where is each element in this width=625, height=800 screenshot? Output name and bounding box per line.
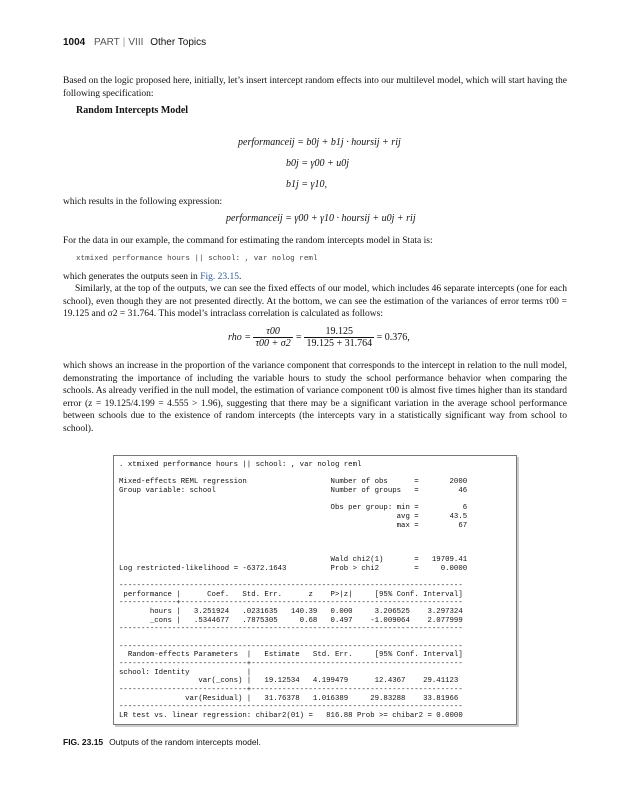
equation-slope: b1j = γ10, — [286, 179, 327, 190]
output-line: _cons | .5344677 .7875305 0.68 0.497 -1.009064 2.077999 — [119, 616, 463, 625]
output-line: max = 67 — [119, 521, 468, 530]
output-line: ------------------------------------------------------------------------------ — [119, 642, 463, 651]
stata-intro: For the data in our example, the command for estimating the random intercepts model in Stata is: — [63, 236, 433, 246]
equation-combined: performanceij = γ00 + γ10 · hoursij + u0j + rij — [226, 213, 416, 224]
output-line: ------------------------------------------------------------------------------ — [119, 582, 463, 591]
equation-rho: rho = $\frac{\tau 00}{\tau 00 + \sigma 2}$ = $\frac{19.125}{19.125 + 31.764}$ = 0.376, — [228, 326, 410, 349]
output-line: -------------+---------------------------------------------------------------- — [119, 599, 463, 608]
stata-command: xtmixed performance hours || school: , var nolog reml — [76, 255, 318, 263]
output-line: Group variable: school Number of groups = 46 — [119, 486, 468, 495]
caption-text: Outputs of the random intercepts model. — [109, 737, 261, 747]
paragraph-interpretation: which shows an increase in the proportion of the variance component that corresponds to the intercept in relation to the null model, demonstrating the importance of including the variable hours to study the school performance behavior when comparing the schools. As already verified in the null model, the estimation of variance component τ00 is almost five times higher than its standard error (z = 19.125/4.199 = 4.555 > 1.96), suggesting that there may be a significant variation in the average school performance between schools due to the existence of random intercepts (the intercepts vary in a statistically significant way from school to school). — [63, 361, 567, 434]
rho-fraction-2: $\frac{19.125}{19.125 + 31.764}$ — [306, 326, 373, 349]
output-line: Mixed-effects REML regression Number of obs = 2000 — [119, 478, 468, 487]
equation-level1: performanceij = b0j + b1j · hoursij + rij — [238, 137, 401, 148]
output-line: -----------------------------+------------------------------------------------ — [119, 659, 463, 668]
output-line: Obs per group: min = 6 — [119, 504, 468, 513]
results-text: which results in the following expression: — [63, 197, 223, 207]
output-line: Wald chi2(1) = 19709.41 — [119, 556, 468, 565]
stata-output-box — [113, 455, 517, 725]
output-line: var(Residual) | 31.76378 1.016389 29.83288 33.81966 — [119, 694, 459, 703]
output-line: var(_cons) | 19.12534 4.199479 12.4367 29.41123 — [119, 677, 459, 686]
output-line: ------------------------------------------------------------------------------ — [119, 703, 463, 712]
figure-caption — [63, 737, 261, 747]
output-line: hours | 3.251924 .0231635 140.39 0.000 3.206525 3.297324 — [119, 608, 463, 617]
rho-fraction-1: $\frac{\tau 00}{\tau 00 + \sigma 2}$ — [255, 326, 291, 349]
caption-label: FIG. 23.15 — [63, 737, 104, 747]
intro-paragraph: Based on the logic proposed here, initially, let’s insert intercept random effects into our multilevel model, which will start having the following specification: — [63, 76, 567, 99]
output-line: -----------------------------+------------------------------------------------ — [119, 685, 463, 694]
output-line: Log restricted-likelihood = -6372.1643 Prob > chi2 = 0.0000 — [119, 564, 468, 573]
paragraph-fixed-effects: Similarly, at the top of the outputs, we can see the fixed effects of our model, which includes 46 separate intercepts (one for each school), even though they are not presented directly. At the bottom, we can see the estimation of the variances of error terms τ00 = 19.125 and σ2 = 31.764. This model’s intraclass correlation is calculated as follows: — [63, 284, 567, 319]
figure-link[interactable]: Fig. 23.15 — [200, 272, 239, 282]
page-number: 1004 — [63, 37, 86, 48]
generates-text: which generates the outputs seen in Fig. 23.15. — [63, 272, 242, 282]
section-title: Other Topics — [150, 37, 207, 48]
output-line: . xtmixed performance hours || school: , var nolog reml — [119, 461, 362, 469]
running-header — [63, 37, 206, 48]
part-label: PART | VIII — [94, 37, 144, 48]
output-line: school: Identity | — [119, 668, 252, 677]
output-line: performance | Coef. Std. Err. z P>|z| [95% Conf. Interval] — [119, 590, 463, 599]
output-line: LR test vs. linear regression: chibar2(01) = 816.88 Prob >= chibar2 = 0.0000 — [119, 711, 463, 720]
output-line: Random-effects Parameters | Estimate Std. Err. [95% Conf. Interval] — [119, 651, 463, 660]
section-heading: Random Intercepts Model — [76, 105, 189, 116]
output-line: ------------------------------------------------------------------------------ — [119, 625, 463, 634]
equation-intercept: b0j = γ00 + u0j — [286, 158, 349, 169]
output-line: avg = 43.5 — [119, 512, 468, 521]
